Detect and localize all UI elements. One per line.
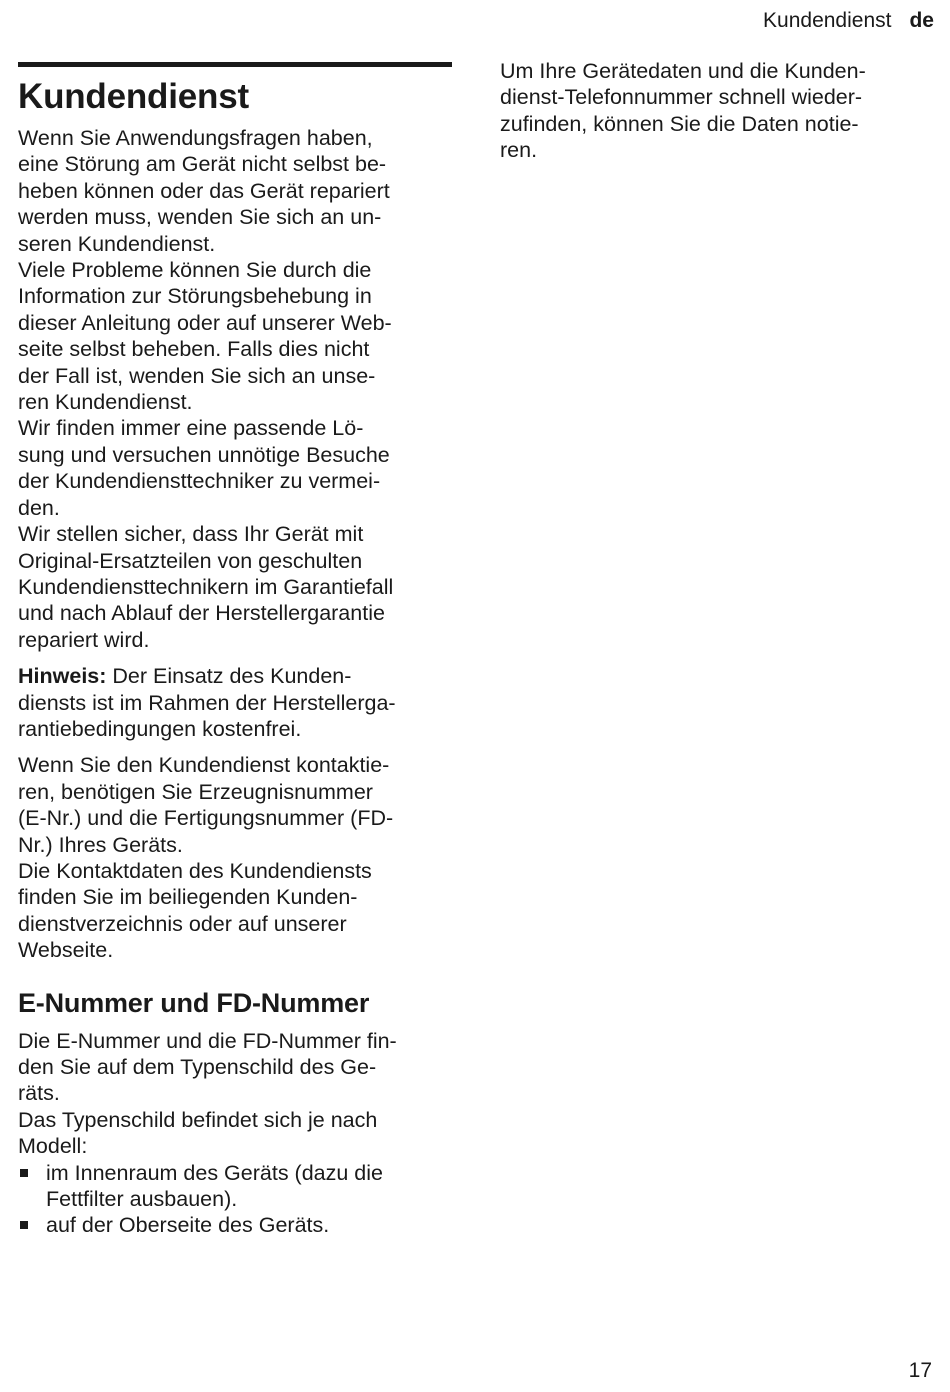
contact-line: Webseite. — [18, 938, 114, 963]
bullet-line: im Innenraum des Geräts (dazu die — [46, 1160, 383, 1185]
note-line: diensts ist im Rahmen der Herstellerga- — [18, 690, 396, 715]
note-label: Hinweis: — [18, 664, 107, 689]
header-section-title: Kundendienst — [763, 9, 892, 32]
intro-paragraphs — [18, 125, 452, 653]
intro-line: werden muss, wenden Sie sich an un- — [18, 205, 382, 230]
right-column — [500, 58, 930, 164]
intro-line: den. — [18, 495, 60, 520]
enumber-paragraph — [18, 1028, 452, 1160]
device-data-line: ren. — [500, 138, 538, 163]
contact-line: ren, benötigen Sie Erzeugnisnummer — [18, 779, 373, 804]
intro-line: dieser Anleitung oder auf unserer Web- — [18, 310, 392, 335]
contact-line: Nr.) Ihres Geräts. — [18, 832, 183, 857]
intro-line: seite selbst beheben. Falls dies nicht — [18, 337, 370, 362]
intro-line: repariert wird. — [18, 627, 150, 652]
section-rule — [18, 62, 452, 67]
bullet-line: auf der Oberseite des Geräts. — [46, 1213, 330, 1238]
header-language-code: de — [909, 9, 934, 32]
note-line: rantiebedingungen kostenfrei. — [18, 716, 302, 741]
square-bullet-icon — [20, 1169, 28, 1177]
bullet-line: Fettfilter ausbauen). — [46, 1187, 238, 1212]
intro-line: Original-Ersatzteilen von geschulten — [18, 548, 363, 573]
contact-line: finden Sie im beiliegenden Kunden- — [18, 885, 358, 910]
enumber-line: Das Typenschild befindet sich je nach — [18, 1107, 378, 1132]
bullet-list-item — [18, 1212, 452, 1238]
intro-line: seren Kundendienst. — [18, 231, 216, 256]
device-data-paragraph — [500, 58, 930, 164]
intro-line: der Kundendiensttechniker zu vermei- — [18, 469, 381, 494]
square-bullet-icon — [20, 1221, 28, 1229]
intro-line: Viele Probleme können Sie durch die — [18, 258, 372, 283]
intro-line: Information zur Störungsbehebung in — [18, 284, 372, 309]
note-first-line — [18, 663, 452, 689]
contact-line: Die Kontaktdaten des Kundendiensts — [18, 858, 372, 883]
bullet-list-item — [18, 1160, 452, 1213]
enumber-line: den Sie auf dem Typenschild des Ge- — [18, 1055, 377, 1079]
intro-line: Wir stellen sicher, dass Ihr Gerät mit — [18, 522, 364, 547]
intro-line: Wenn Sie Anwendungsfragen haben, — [18, 126, 373, 150]
enumber-line: Modell: — [18, 1134, 88, 1159]
device-data-line: dienst-Telefonnummer schnell wieder- — [500, 85, 863, 110]
intro-line: eine Störung am Gerät nicht selbst be- — [18, 152, 387, 177]
intro-line: ren Kundendienst. — [18, 390, 193, 415]
section-title: Kundendienst — [18, 77, 249, 116]
contact-line: Wenn Sie den Kundendienst kontaktie- — [18, 753, 390, 778]
contact-line: (E-Nr.) und die Fertigungsnummer (FD- — [18, 806, 394, 831]
note-paragraph — [18, 663, 452, 742]
enumber-line: räts. — [18, 1081, 60, 1106]
left-column — [18, 62, 452, 1239]
device-data-line: zufinden, können Sie die Daten notie- — [500, 111, 859, 136]
intro-line: Wir finden immer eine passende Lö- — [18, 416, 364, 441]
running-header — [763, 8, 934, 34]
note-first-line-text: Der Einsatz des Kunden- — [106, 664, 352, 689]
enumber-line: Die E-Nummer und die FD-Nummer fin- — [18, 1028, 397, 1053]
device-data-line: Um Ihre Gerätedaten und die Kunden- — [500, 59, 866, 83]
intro-line: der Fall ist, wenden Sie sich an unse- — [18, 363, 376, 388]
contact-line: dienstverzeichnis oder auf unserer — [18, 911, 347, 936]
intro-line: und nach Ablauf der Herstellergarantie — [18, 601, 385, 626]
intro-line: Kundendiensttechnikern im Garantiefall — [18, 574, 394, 599]
intro-line: sung und versuchen unnötige Besuche — [18, 442, 390, 467]
bullet-list — [18, 1160, 452, 1239]
intro-line: heben können oder das Gerät repariert — [18, 178, 390, 203]
contact-paragraph — [18, 752, 452, 963]
subsection-title: E-Nummer und FD-Nummer — [18, 987, 370, 1018]
page-number: 17 — [908, 1359, 932, 1382]
